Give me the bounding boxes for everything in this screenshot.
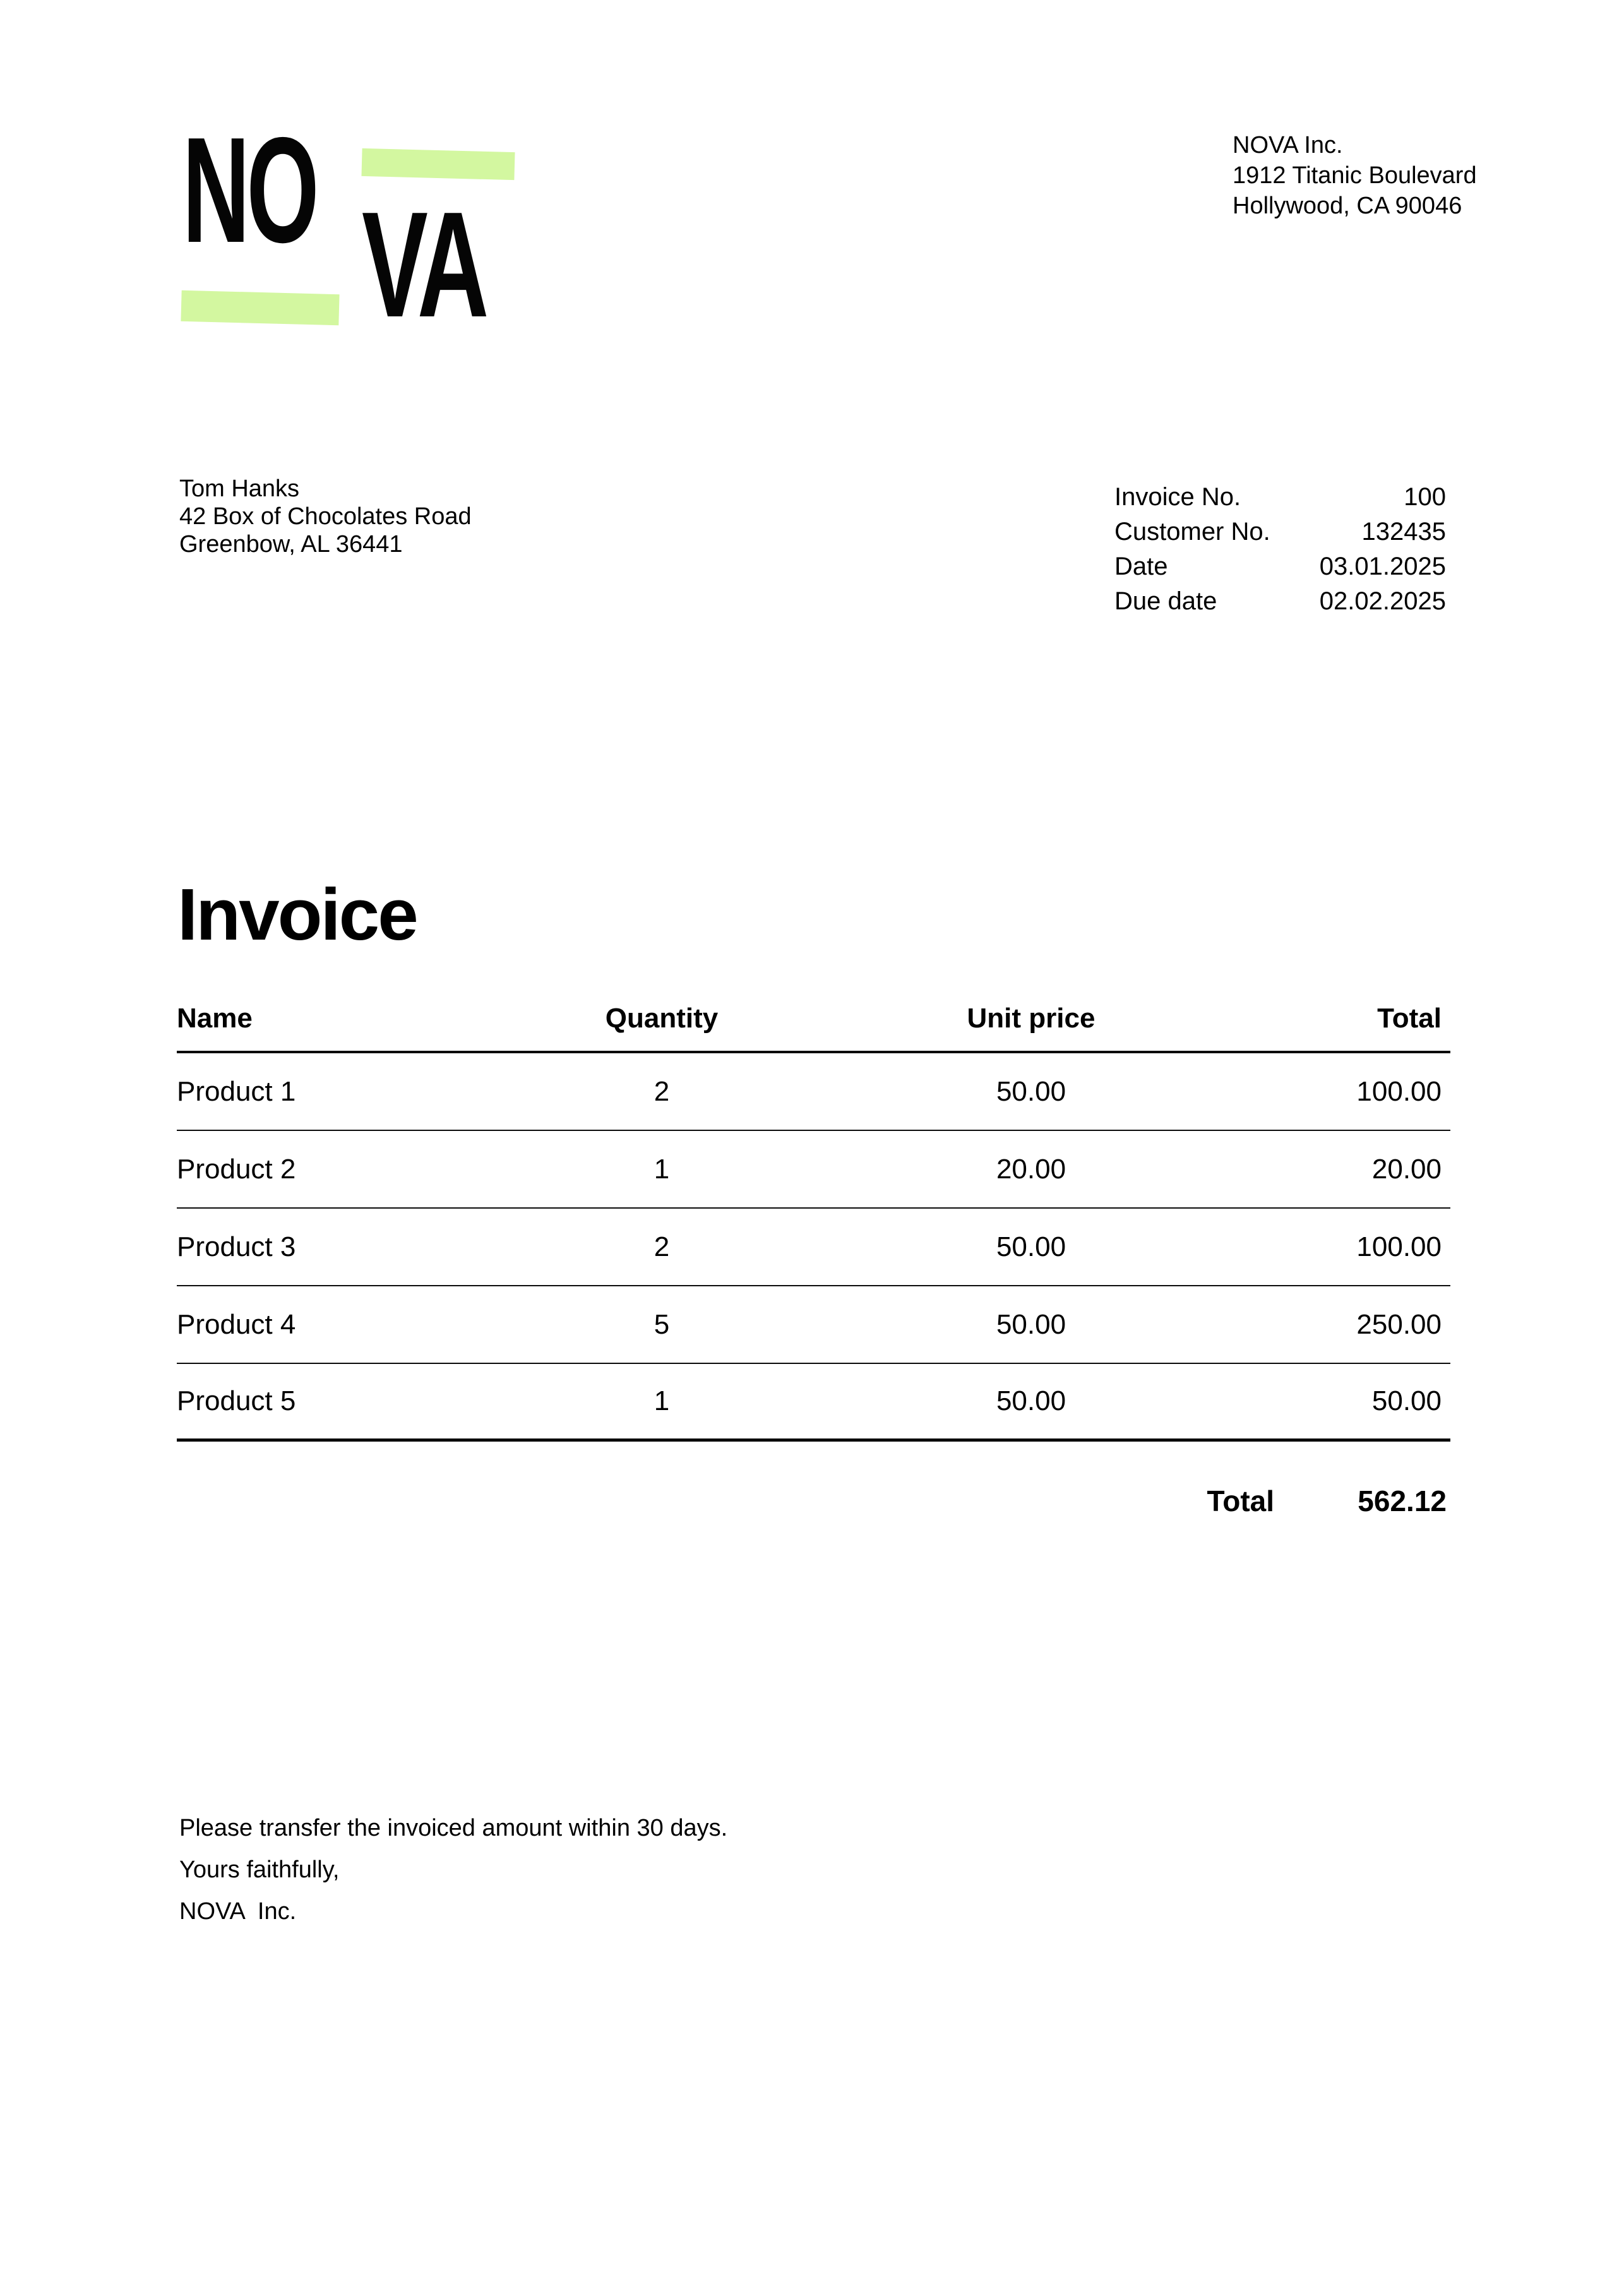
- invoice-total-label: Total: [1207, 1485, 1274, 1517]
- item-quantity: 1: [654, 1385, 670, 1416]
- item-name: Product 1: [177, 1075, 296, 1107]
- meta-row-date: [1114, 549, 1446, 584]
- customer-no-label: Customer No.: [1114, 518, 1270, 546]
- logo-text-va: VA: [362, 181, 486, 349]
- page-title: Invoice: [177, 873, 417, 955]
- item-unit-price: 50.00: [996, 1385, 1066, 1416]
- column-header-unit-price: Unit price: [967, 1003, 1096, 1034]
- meta-row-invoice-no: [1114, 480, 1446, 515]
- due-date-label: Due date: [1114, 587, 1217, 615]
- customer-city: Greenbow, AL 36441: [179, 531, 403, 558]
- item-total: 100.00: [1356, 1231, 1442, 1262]
- customer-no-value: 132435: [1361, 518, 1446, 546]
- item-unit-price: 50.00: [996, 1075, 1066, 1107]
- signature-company-name: NOVA Inc.: [179, 1898, 297, 1925]
- company-logo: [177, 107, 556, 349]
- item-total: 250.00: [1356, 1308, 1442, 1340]
- item-name: Product 5: [177, 1385, 296, 1416]
- column-header-total: Total: [1377, 1003, 1442, 1034]
- logo-text-no: NO: [182, 107, 316, 274]
- column-header-name: Name: [177, 1003, 253, 1034]
- logo-accent-bar-bottom: [181, 290, 339, 326]
- date-label: Date: [1114, 553, 1168, 580]
- item-unit-price: 50.00: [996, 1231, 1066, 1262]
- company-street: 1912 Titanic Boulevard: [1233, 162, 1477, 189]
- item-name: Product 2: [177, 1153, 296, 1185]
- company-address-block: [1233, 130, 1477, 221]
- table-row: [177, 1364, 1450, 1442]
- item-name: Product 3: [177, 1231, 296, 1262]
- closing-salutation: Yours faithfully,: [179, 1857, 340, 1883]
- company-city: Hollywood, CA 90046: [1233, 193, 1462, 219]
- table-header-row: [177, 990, 1450, 1053]
- item-total: 50.00: [1371, 1385, 1442, 1416]
- table-row: [177, 1053, 1450, 1131]
- invoice-no-value: 100: [1404, 483, 1446, 511]
- table-row: [177, 1286, 1450, 1364]
- item-quantity: 2: [654, 1231, 670, 1262]
- customer-name: Tom Hanks: [179, 475, 300, 502]
- logo-accent-bar-top: [361, 148, 515, 180]
- invoice-total-value: 562.12: [1358, 1485, 1447, 1517]
- item-quantity: 2: [654, 1075, 670, 1107]
- item-unit-price: 50.00: [996, 1308, 1066, 1340]
- column-header-quantity: Quantity: [605, 1003, 719, 1034]
- item-unit-price: 20.00: [996, 1153, 1066, 1185]
- table-row: [177, 1209, 1450, 1286]
- due-date-value: 02.02.2025: [1319, 587, 1446, 615]
- date-value: 03.01.2025: [1319, 553, 1446, 580]
- item-total: 20.00: [1371, 1153, 1442, 1185]
- item-quantity: 5: [654, 1308, 670, 1340]
- meta-row-customer-no: [1114, 515, 1446, 549]
- customer-address-block: [179, 475, 472, 558]
- items-table: [177, 990, 1450, 1442]
- item-name: Product 4: [177, 1308, 296, 1340]
- footer-block: [179, 1807, 727, 1932]
- item-quantity: 1: [654, 1153, 670, 1185]
- company-name: NOVA Inc.: [1233, 132, 1343, 158]
- payment-terms-note: Please transfer the invoiced amount within 30 days.: [179, 1815, 728, 1841]
- invoice-meta-block: [1114, 480, 1446, 619]
- invoice-total-row: [177, 1484, 1450, 1518]
- table-row: [177, 1131, 1450, 1209]
- meta-row-due-date: [1114, 584, 1446, 619]
- item-total: 100.00: [1356, 1075, 1442, 1107]
- invoice-no-label: Invoice No.: [1114, 483, 1241, 511]
- customer-street: 42 Box of Chocolates Road: [179, 503, 472, 530]
